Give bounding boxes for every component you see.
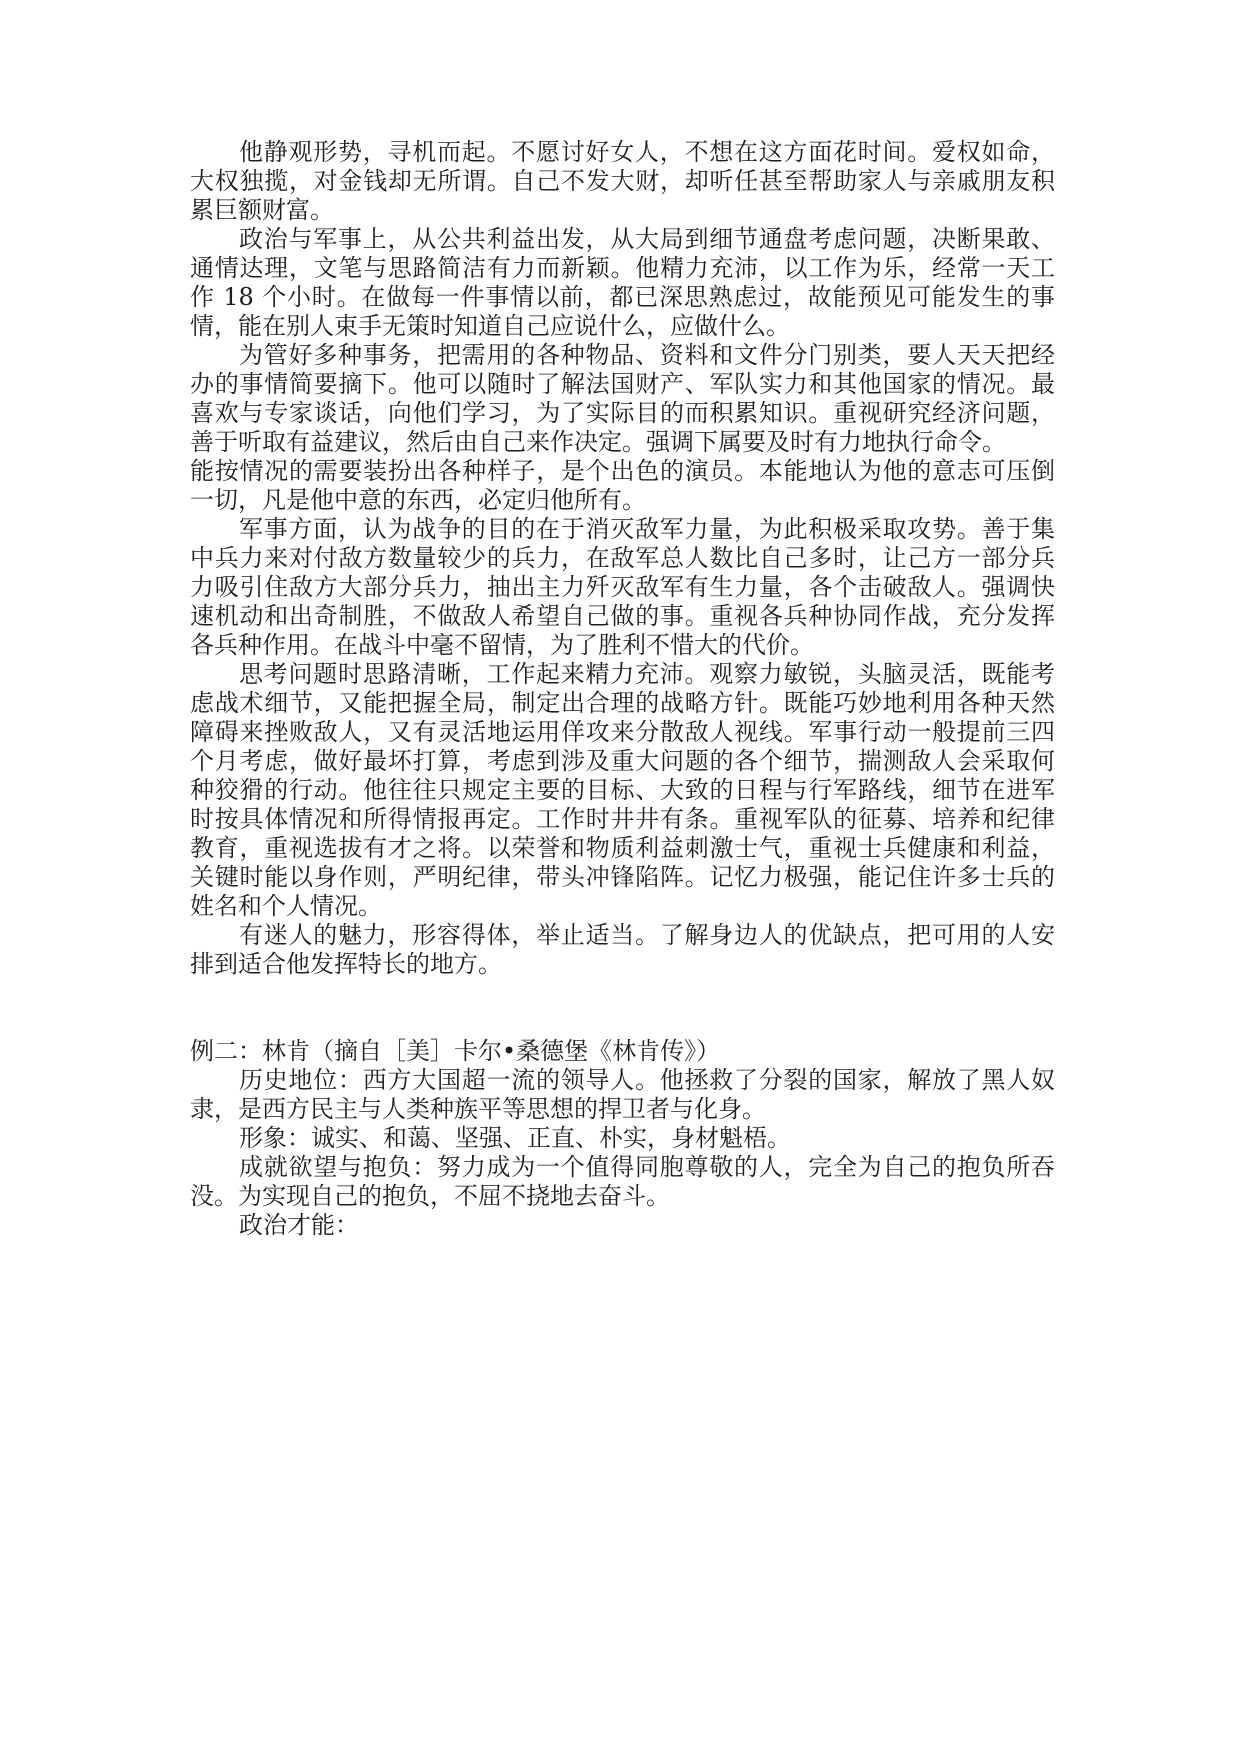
- paragraph-line: 善于听取有益建议，然后由自己来作决定。强调下属要及时有力地执行命令。: [190, 428, 1006, 456]
- paragraph: [190, 921, 1055, 979]
- paragraph-line: 中兵力来对付敌方数量较少的兵力，在敌军总人数比自己多时，让己方一部分兵: [190, 544, 1055, 572]
- paragraph-line: 军事方面，认为战争的目的在于消灭敌军力量，为此积极采取攻势。善于集: [239, 515, 1055, 543]
- paragraph: [190, 1124, 1055, 1153]
- paragraph-line: 政治才能：: [239, 1211, 359, 1239]
- paragraph-line: 力吸引住敌方大部分兵力，抽出主力歼灭敌军有生力量，各个击破敌人。强调快: [190, 573, 1055, 601]
- paragraph: [190, 1066, 1055, 1124]
- paragraph-line: 姓名和个人情况。: [190, 892, 382, 920]
- paragraph-line: 教育，重视选拔有才之将。以荣誉和物质利益刺激士气，重视士兵健康和利益，: [190, 834, 1055, 862]
- paragraph-line: 办的事情简要摘下。他可以随时了解法国财产、军队实力和其他国家的情况。最: [190, 370, 1055, 398]
- paragraph: [190, 138, 1055, 225]
- paragraph: [190, 341, 1055, 457]
- document-page: [190, 138, 1055, 1240]
- paragraph-line: 速机动和出奇制胜，不做敌人希望自己做的事。重视各兵种协同作战，充分发挥: [190, 602, 1055, 630]
- paragraph-line: 虑战术细节，又能把握全局，制定出合理的战略方针。既能巧妙地利用各种天然: [190, 689, 1055, 717]
- paragraph-line: 情，能在别人束手无策时知道自己应说什么，应做什么。: [190, 312, 790, 340]
- paragraph-line: 能按情况的需要装扮出各种样子，是个出色的演员。本能地认为他的意志可压倒: [190, 457, 1055, 485]
- paragraph-line: 关键时能以身作则，严明纪律，带头冲锋陷阵。记忆力极强，能记住许多士兵的: [190, 863, 1055, 891]
- example-heading: 例二：林肯（摘自［美］卡尔•桑德堡《林肯传》）: [190, 1037, 721, 1065]
- paragraph-line: 各兵种作用。在战斗中毫不留情，为了胜利不惜大的代价。: [190, 631, 814, 659]
- paragraph-line: 历史地位：西方大国超一流的领导人。他拯救了分裂的国家，解放了黑人奴: [239, 1066, 1055, 1094]
- paragraph-line: 个月考虑，做好最坏打算，考虑到涉及重大问题的各个细节，揣测敌人会采取何: [190, 747, 1055, 775]
- paragraph-line: 累巨额财富。: [190, 196, 334, 224]
- paragraph-line: 他静观形势，寻机而起。不愿讨好女人，不想在这方面花时间。爱权如命，: [239, 138, 1055, 166]
- paragraph-line: 隶，是西方民主与人类种族平等思想的捍卫者与化身。: [190, 1095, 766, 1123]
- paragraph-line: 喜欢与专家谈话，向他们学习，为了实际目的而积累知识。重视研究经济问题，: [190, 399, 1055, 427]
- paragraph-line: 通情达理，文笔与思路简洁有力而新颖。他精力充沛，以工作为乐，经常一天工: [190, 254, 1055, 282]
- paragraph: [190, 660, 1055, 921]
- paragraph-line: 时按具体情况和所得情报再定。工作时井井有条。重视军队的征募、培养和纪律: [190, 805, 1055, 833]
- paragraph-line: 作 18 个小时。在做每一件事情以前，都已深思熟虑过，故能预见可能发生的事: [190, 283, 1055, 311]
- paragraph-line: 形象：诚实、和蔼、坚强、正直、朴实，身材魁梧。: [239, 1124, 791, 1152]
- paragraph: [190, 1153, 1055, 1211]
- paragraph: [190, 515, 1055, 660]
- paragraph-line: 没。为实现自己的抱负，不屈不挠地去奋斗。: [190, 1182, 670, 1210]
- paragraph: [190, 1211, 1055, 1240]
- paragraph-line: 种狡猾的行动。他往往只规定主要的目标、大致的日程与行军路线，细节在进军: [190, 776, 1055, 804]
- paragraph-line: 一切，凡是他中意的东西，必定归他所有。: [190, 486, 646, 514]
- paragraph-line: 大权独揽，对金钱却无所谓。自己不发大财，却听任甚至帮助家人与亲戚朋友积: [190, 167, 1055, 195]
- paragraph-line: 成就欲望与抱负：努力成为一个值得同胞尊敬的人，完全为自己的抱负所吞: [239, 1153, 1055, 1181]
- paragraph-line: 政治与军事上，从公共利益出发，从大局到细节通盘考虑问题，决断果敢、: [239, 225, 1055, 253]
- paragraph-line: 思考问题时思路清晰，工作起来精力充沛。观察力敏锐，头脑灵活，既能考: [239, 660, 1055, 688]
- paragraph-line: 排到适合他发挥特长的地方。: [190, 950, 502, 978]
- paragraph-line: 障碍来挫败敌人，又有灵活地运用佯攻来分散敌人视线。军事行动一般提前三四: [190, 718, 1055, 746]
- paragraph: [190, 225, 1055, 341]
- paragraph: [190, 457, 1055, 515]
- paragraph-line: 为管好多种事务，把需用的各种物品、资料和文件分门别类，要人天天把经: [239, 341, 1055, 369]
- paragraph-line: 有迷人的魅力，形容得体，举止适当。了解身边人的优缺点，把可用的人安: [239, 921, 1055, 949]
